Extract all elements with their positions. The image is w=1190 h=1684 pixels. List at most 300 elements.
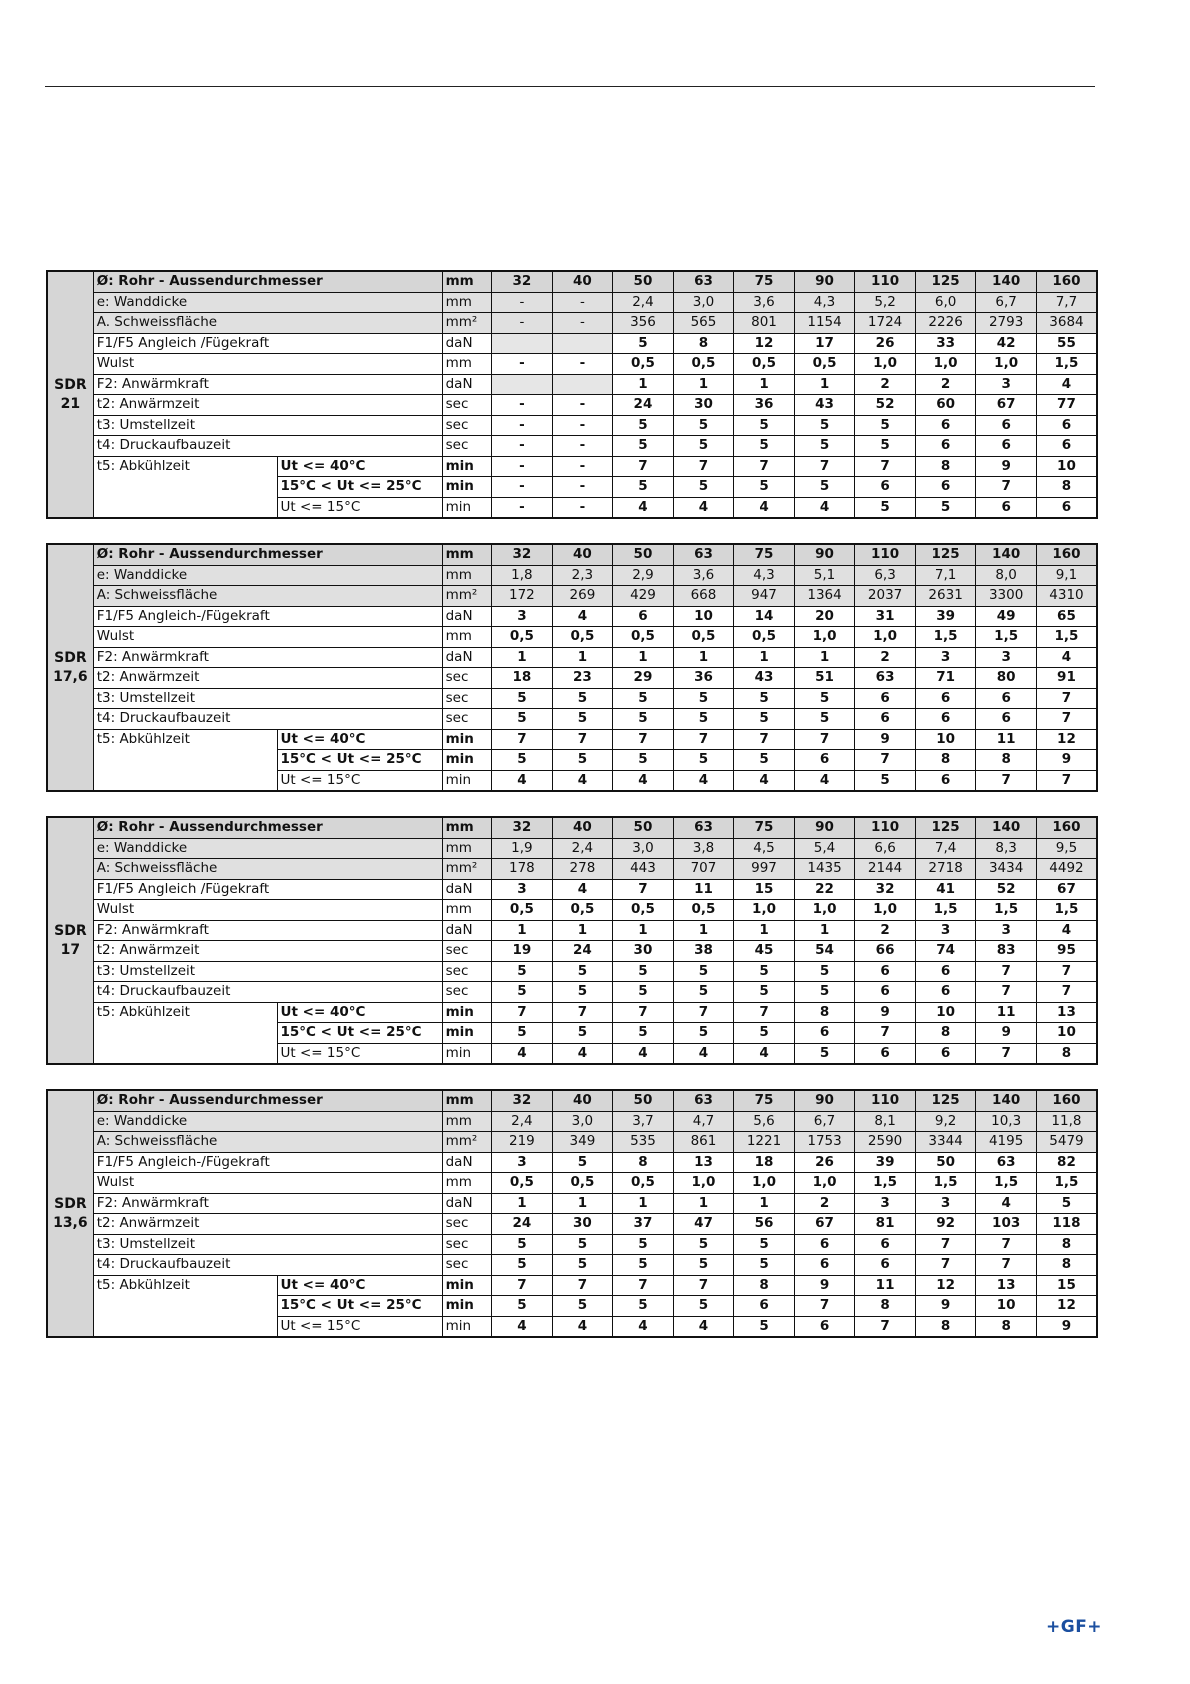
unit-cell: min: [442, 729, 492, 750]
value-cell: 7: [794, 456, 855, 477]
value-cell: 6: [915, 961, 976, 982]
value-cell: 5: [734, 688, 795, 709]
value-cell: 11: [673, 879, 734, 900]
value-cell: 32: [492, 817, 553, 838]
value-cell: 6: [976, 709, 1037, 730]
value-cell: 7: [613, 1002, 674, 1023]
unit-cell: mm: [442, 900, 492, 921]
value-cell: 9,1: [1036, 565, 1097, 586]
sdr-value: 17,6: [53, 668, 88, 685]
header-rule: [45, 86, 1095, 87]
value-cell: 54: [794, 941, 855, 962]
row-label: Wulst: [93, 1173, 442, 1194]
value-cell: 5: [794, 709, 855, 730]
value-cell: 707: [673, 859, 734, 880]
value-cell: 5: [552, 750, 613, 771]
value-cell: 5: [613, 1296, 674, 1317]
value-cell: 5: [855, 770, 916, 791]
value-cell: 10: [976, 1296, 1037, 1317]
value-cell: 125: [915, 1090, 976, 1111]
value-cell: 2,4: [552, 838, 613, 859]
value-cell: 160: [1036, 1090, 1097, 1111]
wulst-row: [47, 627, 1097, 648]
value-cell: 63: [673, 817, 734, 838]
value-cell: 7: [976, 770, 1037, 791]
value-cell: 10: [1036, 456, 1097, 477]
value-cell: 7: [613, 729, 674, 750]
value-cell: 1: [734, 1193, 795, 1214]
diameter-row: [47, 544, 1097, 565]
value-cell: 1: [613, 374, 674, 395]
value-cell: 5: [552, 1023, 613, 1044]
value-cell: 8: [673, 333, 734, 354]
row-label: Wulst: [93, 627, 442, 648]
value-cell: 110: [855, 1090, 916, 1111]
cooling-condition: 15°C < Ut <= 25°C: [277, 477, 442, 498]
unit-cell: mm: [442, 1173, 492, 1194]
value-cell: 2: [915, 374, 976, 395]
value-cell: [492, 333, 553, 354]
row-label: F2: Anwärmkraft: [93, 1193, 442, 1214]
value-cell: 1: [552, 920, 613, 941]
sdr-table: [46, 543, 1098, 792]
value-cell: 5: [552, 982, 613, 1003]
value-cell: 11,8: [1036, 1111, 1097, 1132]
value-cell: 4: [492, 1316, 553, 1337]
value-cell: 5: [613, 1255, 674, 1276]
value-cell: 5: [492, 1234, 553, 1255]
value-cell: 8: [976, 750, 1037, 771]
value-cell: 2226: [915, 313, 976, 334]
value-cell: 9: [794, 1275, 855, 1296]
unit-cell: daN: [442, 1152, 492, 1173]
value-cell: 1,5: [855, 1173, 916, 1194]
value-cell: 41: [915, 879, 976, 900]
value-cell: 75: [734, 271, 795, 292]
value-cell: 5: [613, 961, 674, 982]
value-cell: 5: [794, 688, 855, 709]
value-cell: 5: [613, 709, 674, 730]
value-cell: 12: [1036, 1296, 1097, 1317]
sdr-table: [46, 270, 1098, 519]
value-cell: 31: [855, 606, 916, 627]
value-cell: 7: [673, 456, 734, 477]
value-cell: 2,4: [613, 292, 674, 313]
f1-row: [47, 1152, 1097, 1173]
value-cell: 5: [673, 1255, 734, 1276]
value-cell: 7: [855, 750, 916, 771]
row-label: t3: Umstellzeit: [93, 688, 442, 709]
value-cell: 15: [734, 879, 795, 900]
cool-40-row: [47, 456, 1097, 477]
value-cell: 1,0: [794, 1173, 855, 1194]
value-cell: 1,9: [492, 838, 553, 859]
value-cell: 5: [492, 1255, 553, 1276]
value-cell: 4: [673, 1043, 734, 1064]
unit-cell: min: [442, 497, 492, 518]
value-cell: 1,0: [855, 627, 916, 648]
value-cell: 10: [915, 729, 976, 750]
value-cell: 1: [734, 920, 795, 941]
cooling-condition: 15°C < Ut <= 25°C: [277, 1023, 442, 1044]
value-cell: 1,0: [855, 900, 916, 921]
value-cell: 5: [794, 436, 855, 457]
value-cell: 75: [734, 1090, 795, 1111]
value-cell: 7: [794, 729, 855, 750]
value-cell: 1: [492, 920, 553, 941]
f2-row: [47, 374, 1097, 395]
cooling-condition: Ut <= 40°C: [277, 729, 442, 750]
value-cell: 3434: [976, 859, 1037, 880]
value-cell: 5: [673, 1023, 734, 1044]
value-cell: 5: [552, 688, 613, 709]
value-cell: 7: [976, 477, 1037, 498]
unit-cell: mm: [442, 817, 492, 838]
value-cell: 5: [794, 1043, 855, 1064]
value-cell: -: [492, 395, 553, 416]
value-cell: 2631: [915, 586, 976, 607]
cooling-label: t5: Abkühlzeit: [93, 729, 277, 791]
value-cell: 1: [492, 647, 553, 668]
value-cell: 95: [1036, 941, 1097, 962]
value-cell: 1,0: [794, 900, 855, 921]
value-cell: 2144: [855, 859, 916, 880]
row-label: t3: Umstellzeit: [93, 415, 442, 436]
value-cell: 3: [915, 920, 976, 941]
unit-cell: mm: [442, 544, 492, 565]
value-cell: 8: [1036, 477, 1097, 498]
unit-cell: daN: [442, 1193, 492, 1214]
value-cell: 3: [492, 879, 553, 900]
value-cell: 3: [915, 1193, 976, 1214]
value-cell: 1,5: [915, 627, 976, 648]
value-cell: 36: [734, 395, 795, 416]
value-cell: 3: [855, 1193, 916, 1214]
wulst-row: [47, 354, 1097, 375]
row-label: F1/F5 Angleich /Fügekraft: [93, 333, 442, 354]
value-cell: 5: [613, 982, 674, 1003]
value-cell: 5: [673, 477, 734, 498]
value-cell: 63: [673, 544, 734, 565]
value-cell: 6: [855, 1234, 916, 1255]
value-cell: 4: [552, 1043, 613, 1064]
value-cell: 5: [734, 961, 795, 982]
value-cell: 1,5: [1036, 354, 1097, 375]
value-cell: 5: [734, 436, 795, 457]
unit-cell: sec: [442, 415, 492, 436]
value-cell: 1,0: [734, 900, 795, 921]
row-label: t2: Anwärmzeit: [93, 941, 442, 962]
row-label: A: Schweissfläche: [93, 586, 442, 607]
value-cell: 5: [613, 415, 674, 436]
value-cell: 82: [1036, 1152, 1097, 1173]
value-cell: 2718: [915, 859, 976, 880]
value-cell: 4: [552, 770, 613, 791]
unit-cell: min: [442, 1002, 492, 1023]
sdr-title: SDR: [54, 649, 87, 666]
f1-row: [47, 606, 1097, 627]
value-cell: 52: [976, 879, 1037, 900]
unit-cell: mm²: [442, 313, 492, 334]
value-cell: 8: [855, 1296, 916, 1317]
value-cell: 67: [794, 1214, 855, 1235]
sdr-title: SDR: [54, 922, 87, 939]
value-cell: 2,9: [613, 565, 674, 586]
value-cell: 5: [492, 688, 553, 709]
value-cell: 9,5: [1036, 838, 1097, 859]
value-cell: 52: [855, 395, 916, 416]
value-cell: 36: [673, 668, 734, 689]
value-cell: 0,5: [552, 900, 613, 921]
unit-cell: mm²: [442, 859, 492, 880]
value-cell: 1: [734, 374, 795, 395]
value-cell: 1,0: [673, 1173, 734, 1194]
value-cell: 6: [855, 1043, 916, 1064]
value-cell: 8: [915, 750, 976, 771]
value-cell: [552, 333, 613, 354]
sdr-label: [47, 544, 93, 791]
cool-40-row: [47, 729, 1097, 750]
value-cell: -: [552, 313, 613, 334]
value-cell: 10: [915, 1002, 976, 1023]
value-cell: [552, 374, 613, 395]
value-cell: 5: [673, 1296, 734, 1317]
value-cell: 7: [552, 729, 613, 750]
value-cell: -: [552, 456, 613, 477]
value-cell: 140: [976, 1090, 1037, 1111]
value-cell: 4: [552, 879, 613, 900]
value-cell: 1,5: [976, 1173, 1037, 1194]
value-cell: 8: [613, 1152, 674, 1173]
value-cell: 0,5: [492, 1173, 553, 1194]
value-cell: 7: [552, 1002, 613, 1023]
f1-row: [47, 879, 1097, 900]
value-cell: 11: [976, 1002, 1037, 1023]
unit-cell: sec: [442, 668, 492, 689]
value-cell: 8: [1036, 1234, 1097, 1255]
value-cell: 1: [492, 1193, 553, 1214]
value-cell: 45: [734, 941, 795, 962]
value-cell: 8,3: [976, 838, 1037, 859]
value-cell: 42: [976, 333, 1037, 354]
value-cell: 65: [1036, 606, 1097, 627]
value-cell: 4: [794, 770, 855, 791]
value-cell: 40: [552, 1090, 613, 1111]
unit-cell: min: [442, 1043, 492, 1064]
unit-cell: mm: [442, 271, 492, 292]
value-cell: 160: [1036, 817, 1097, 838]
value-cell: 9,2: [915, 1111, 976, 1132]
value-cell: 178: [492, 859, 553, 880]
value-cell: 1: [613, 920, 674, 941]
value-cell: 92: [915, 1214, 976, 1235]
value-cell: 23: [552, 668, 613, 689]
value-cell: 4,5: [734, 838, 795, 859]
value-cell: 160: [1036, 271, 1097, 292]
value-cell: 1,0: [734, 1173, 795, 1194]
value-cell: 0,5: [794, 354, 855, 375]
value-cell: 861: [673, 1132, 734, 1153]
f2-row: [47, 920, 1097, 941]
unit-cell: min: [442, 1316, 492, 1337]
value-cell: 1: [794, 920, 855, 941]
value-cell: 32: [492, 271, 553, 292]
value-cell: 5: [613, 477, 674, 498]
value-cell: 3: [976, 920, 1037, 941]
value-cell: 2: [855, 374, 916, 395]
row-label: t2: Anwärmzeit: [93, 1214, 442, 1235]
value-cell: 4: [552, 606, 613, 627]
value-cell: 32: [492, 544, 553, 565]
value-cell: 90: [794, 271, 855, 292]
value-cell: 7: [976, 1043, 1037, 1064]
value-cell: 5: [492, 982, 553, 1003]
cooling-condition: Ut <= 40°C: [277, 1002, 442, 1023]
unit-cell: sec: [442, 688, 492, 709]
value-cell: 7: [1036, 688, 1097, 709]
value-cell: 3: [976, 647, 1037, 668]
value-cell: 60: [915, 395, 976, 416]
value-cell: 5: [794, 477, 855, 498]
value-cell: 18: [492, 668, 553, 689]
value-cell: -: [552, 354, 613, 375]
sdr-title: SDR: [54, 376, 87, 393]
value-cell: 6: [976, 497, 1037, 518]
value-cell: 3,7: [613, 1111, 674, 1132]
value-cell: 8: [976, 1316, 1037, 1337]
row-label: A. Schweissfläche: [93, 313, 442, 334]
value-cell: 32: [492, 1090, 553, 1111]
f2-row: [47, 1193, 1097, 1214]
sdr-table: [46, 816, 1098, 1065]
value-cell: 4: [734, 497, 795, 518]
unit-cell: daN: [442, 879, 492, 900]
value-cell: 5: [613, 1234, 674, 1255]
value-cell: -: [552, 415, 613, 436]
cooling-label: t5: Abkühlzeit: [93, 1002, 277, 1064]
value-cell: 1: [794, 647, 855, 668]
value-cell: 8: [794, 1002, 855, 1023]
value-cell: 4492: [1036, 859, 1097, 880]
value-cell: 4: [673, 770, 734, 791]
value-cell: 6,0: [915, 292, 976, 313]
value-cell: 7: [915, 1234, 976, 1255]
value-cell: 535: [613, 1132, 674, 1153]
value-cell: 2: [855, 920, 916, 941]
cool-40-row: [47, 1275, 1097, 1296]
value-cell: 3,0: [613, 838, 674, 859]
value-cell: 103: [976, 1214, 1037, 1235]
value-cell: 7,1: [915, 565, 976, 586]
value-cell: 0,5: [552, 627, 613, 648]
value-cell: 7: [673, 1002, 734, 1023]
value-cell: 172: [492, 586, 553, 607]
value-cell: 1,5: [915, 900, 976, 921]
sdr-value: 21: [60, 395, 81, 412]
value-cell: 6: [915, 982, 976, 1003]
value-cell: 40: [552, 817, 613, 838]
value-cell: 7: [734, 456, 795, 477]
value-cell: 8: [915, 1316, 976, 1337]
value-cell: 5: [734, 415, 795, 436]
value-cell: 269: [552, 586, 613, 607]
value-cell: 77: [1036, 395, 1097, 416]
value-cell: 1: [613, 647, 674, 668]
value-cell: 947: [734, 586, 795, 607]
unit-cell: mm: [442, 354, 492, 375]
sdr-value: 13,6: [53, 1214, 88, 1231]
unit-cell: min: [442, 1296, 492, 1317]
value-cell: 55: [1036, 333, 1097, 354]
value-cell: 1,0: [855, 354, 916, 375]
value-cell: 75: [734, 544, 795, 565]
value-cell: 219: [492, 1132, 553, 1153]
value-cell: 1,0: [794, 627, 855, 648]
value-cell: 5: [734, 1023, 795, 1044]
value-cell: 5: [855, 497, 916, 518]
value-cell: 5,1: [794, 565, 855, 586]
value-cell: 4: [1036, 374, 1097, 395]
row-label: t4: Druckaufbauzeit: [93, 709, 442, 730]
gf-logo: +GF+: [1046, 1617, 1103, 1637]
value-cell: 9: [1036, 750, 1097, 771]
t2-row: [47, 941, 1097, 962]
value-cell: 75: [734, 817, 795, 838]
value-cell: 125: [915, 817, 976, 838]
value-cell: 63: [673, 1090, 734, 1111]
value-cell: 17: [794, 333, 855, 354]
value-cell: 81: [855, 1214, 916, 1235]
value-cell: 8,1: [855, 1111, 916, 1132]
value-cell: 7: [734, 729, 795, 750]
diameter-row: [47, 1090, 1097, 1111]
value-cell: 2,4: [492, 1111, 553, 1132]
unit-cell: sec: [442, 436, 492, 457]
value-cell: 125: [915, 271, 976, 292]
value-cell: 6: [613, 606, 674, 627]
value-cell: 0,5: [673, 627, 734, 648]
unit-cell: sec: [442, 395, 492, 416]
value-cell: 4195: [976, 1132, 1037, 1153]
value-cell: 1,5: [1036, 900, 1097, 921]
value-cell: 26: [855, 333, 916, 354]
value-cell: 0,5: [613, 1173, 674, 1194]
value-cell: 1,0: [915, 354, 976, 375]
value-cell: 0,5: [552, 1173, 613, 1194]
value-cell: 356: [613, 313, 674, 334]
value-cell: 118: [1036, 1214, 1097, 1235]
value-cell: 2: [855, 647, 916, 668]
row-label: F1/F5 Angleich-/Fügekraft: [93, 1152, 442, 1173]
t2-row: [47, 395, 1097, 416]
row-label: Ø: Rohr - Aussendurchmesser: [93, 544, 442, 565]
value-cell: 5: [492, 1023, 553, 1044]
wall-row: [47, 838, 1097, 859]
value-cell: 7: [1036, 770, 1097, 791]
value-cell: 5: [915, 497, 976, 518]
value-cell: 7: [855, 1316, 916, 1337]
wulst-row: [47, 900, 1097, 921]
value-cell: -: [552, 497, 613, 518]
value-cell: 7,7: [1036, 292, 1097, 313]
value-cell: 7: [673, 729, 734, 750]
value-cell: 7: [492, 729, 553, 750]
value-cell: 110: [855, 271, 916, 292]
unit-cell: daN: [442, 647, 492, 668]
value-cell: 125: [915, 544, 976, 565]
cooling-condition: Ut <= 15°C: [277, 770, 442, 791]
value-cell: 5: [794, 982, 855, 1003]
